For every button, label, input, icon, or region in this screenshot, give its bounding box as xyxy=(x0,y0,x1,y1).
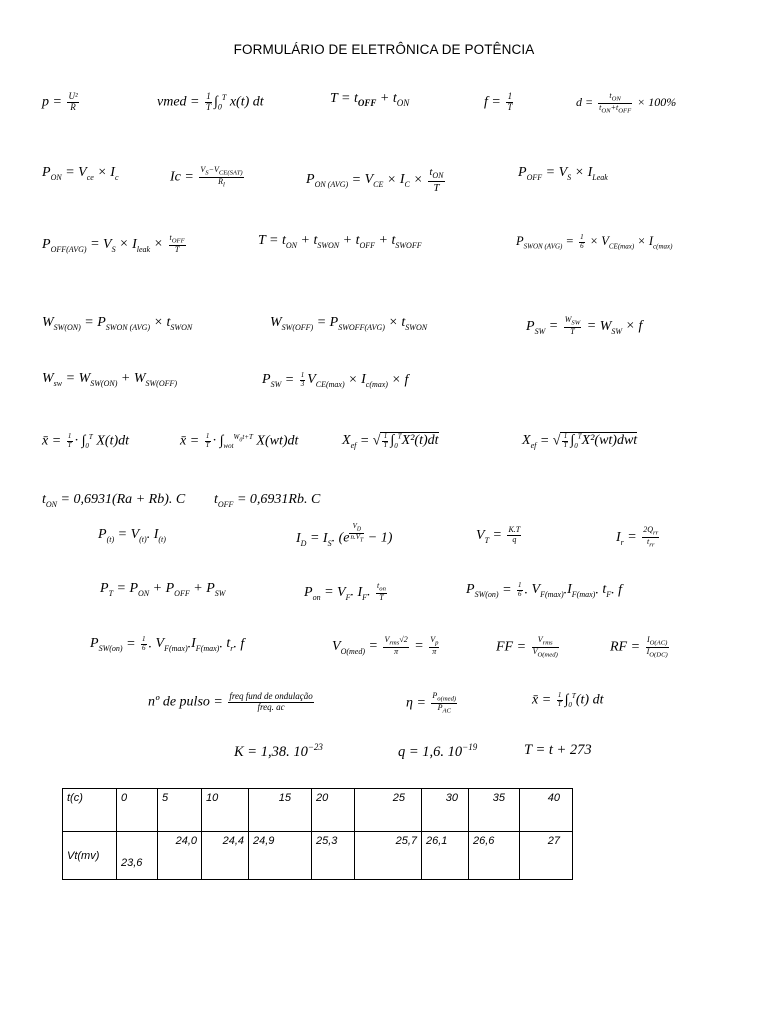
table-row-label: t(c) xyxy=(63,789,117,832)
formula-pulse-number: nº de pulso = freq fund de ondulação freq. ac xyxy=(148,691,313,712)
formula-ic: Ic = $V_S-V_{CE(SAT)}$ $R_l$ xyxy=(170,165,243,189)
formula-p-swon-avg: $P_{SWON (AVG)}$ = $\frac{1}{6}$ × $V_{CE(max)} \times I_{c(max)}$ xyxy=(516,233,673,251)
formula-p-sw: $P_{SW}$ = $W_{SW}$ T = $W_{SW} \times f$ xyxy=(526,315,643,336)
table-cell: 26,1 xyxy=(422,832,469,880)
table-cell: 10 xyxy=(202,789,249,832)
formula-total-power: $P_T = P_{ON} + P_{OFF} + P_{SW}$ xyxy=(100,581,226,598)
formula-t-on-555: $t_{ON} = 0,6931(Ra + Rb)$. C xyxy=(42,492,186,509)
formula-form-factor: FF = $V_{rms}$ $V_{O(med)}$ xyxy=(496,635,558,659)
table-row xyxy=(63,789,573,832)
table-cell: 25,3 xyxy=(312,832,355,880)
formula-electron-charge: q = 1,6. $10^{-19}$ xyxy=(398,742,478,760)
formula-rms-value-wt: $X_{ef}$ = √ $\frac{1}{T}$ $\int_0^TX^2(wt)dwt$ xyxy=(522,432,638,451)
formula-w-sw-off: $W_{SW(OFF)} = P_{SWOFF(AVG)} \times t_{SWON}$ xyxy=(270,315,428,332)
formula-reverse-current: $I_r$ = $2Q_{rr}$ $t_{rr}$ xyxy=(616,525,659,549)
formula-period-switching: $T = t_{ON} + t_{SWON} + t_{OFF} + t_{SWOFF}$ xyxy=(258,233,422,250)
formula-boltzmann: K = 1,38. $10^{-23}$ xyxy=(234,742,323,760)
table-cell: 30 xyxy=(422,789,469,832)
formula-rms-value: $X_{ef}$ = √ $\frac{1}{T}$ $\int_0^TX^2(t)dt$ xyxy=(342,432,439,451)
formula-efficiency: η = $P_{o(med)}$ $P_{AC}$ xyxy=(406,691,457,715)
formula-mean-value-wt: x̄ = $\frac{1}{T}$ · $\int_{wot}^{W_0t+T}$ X(wt)dt xyxy=(180,432,299,451)
table-cell: 24,9 xyxy=(249,832,312,880)
formula-period: $T = t_{OFF} + t_{ON}$ xyxy=(330,91,410,108)
temperature-voltage-table xyxy=(62,788,573,880)
formula-w-sw-total: $W_{sw} = W_{SW(ON)} + W_{SW(OFF)}$ xyxy=(42,371,178,388)
page-title: FORMULÁRIO DE ELETRÔNICA DE POTÊNCIA xyxy=(233,42,535,57)
formula-p-sw-on-tr: $P_{SW(on)}$ = $\frac{1}{6}$ . $V_{F(max)}.I_{F(max)}$. $t_r$. f xyxy=(90,635,245,654)
formula-vmed: vmed = $\frac{1}{T}$ $\int_0^T$ x(t) dt xyxy=(157,91,264,112)
formula-p-on: $P_{ON} = V_{ce} \times I_c$ xyxy=(42,165,119,182)
table-cell: 25,7 xyxy=(355,832,422,880)
formula-power-u2-r: p = $\frac{\text{U²}}{R}$ xyxy=(42,91,78,112)
table-cell: 20 xyxy=(312,789,355,832)
table-cell: 5 xyxy=(158,789,202,832)
table-cell: 15 xyxy=(249,789,312,832)
table-cell: 24,0 xyxy=(158,832,202,880)
formula-p-off: $P_{OFF} = V_S \times I_{Leak}$ xyxy=(518,165,608,182)
formula-diode-current: $I_D = I_S$. (e $^{\frac{V_D}{n.V_T}}$ − 1) xyxy=(296,522,393,548)
formula-duty-cycle: d = $t_{ON}$ $t_{ON}+t_{OFF}$ × 100% xyxy=(576,91,677,115)
table-cell: 40 xyxy=(520,789,573,832)
formula-kelvin: T = t + 273 xyxy=(524,742,592,758)
table-cell: 27 xyxy=(520,832,573,880)
formula-p-sw-third: $P_{SW}$ = $\frac{1}{3}$ $V_{CE(max)} \times I_{c(max)} \times f$ xyxy=(262,371,409,390)
formula-mean-value: x̄ = $\frac{1}{T}$ · $\int_0^T$ X(t)dt xyxy=(42,432,130,451)
formula-p-off-avg: $P_{OFF(AVG)} = V_S \times I_{leak}$ × $t_{OFF}$ T xyxy=(42,233,185,254)
formula-w-sw-on: $W_{SW(ON)} = P_{SWON (AVG)} \times t_{SWON}$ xyxy=(42,315,193,332)
formula-p-on-diode: $P_{on} = V_F$. $I_F$. $t_{on}$ T xyxy=(304,581,386,602)
table-cell: 0 xyxy=(117,789,158,832)
table-row xyxy=(63,832,573,880)
formula-vo-med: $V_{O(med)}$ = $V_{rms}√2$ π = $\frac{V_p}{\pi}$ xyxy=(332,635,439,656)
table-cell: 26,6 xyxy=(469,832,520,880)
table-row-label: Vt(mv) xyxy=(63,832,117,880)
formula-ripple-factor: RF = $\frac{I_{O(AC)}}{I_{O(DC)}}$ xyxy=(610,635,668,659)
formula-frequency: f = $\frac{1}{T}$ xyxy=(484,91,513,112)
formula-p-sw-on-tf: $P_{SW(on)}$ = $\frac{1}{6}$ . $V_{F(max)}.I_{F(max)}$. $t_F$. f xyxy=(466,581,623,600)
formula-mean-simple: x̄ = $\frac{1}{T}$ $\int_0^T(t)$ dt xyxy=(532,691,604,710)
formula-instant-power: $P_{(t)} = V_{(t)}$. $I_{(t)}$ xyxy=(98,527,166,544)
formula-t-off-555: $t_{OFF} = 0,6931Rb$. C xyxy=(214,492,321,509)
table-cell: 24,4 xyxy=(202,832,249,880)
formula-p-on-avg: $P_{ON (AVG)} = V_{CE} \times I_C$ × $t_{ON}$ T xyxy=(306,166,444,194)
table-cell: 25 xyxy=(355,789,422,832)
table-cell: 23,6 xyxy=(117,832,158,880)
table-cell: 35 xyxy=(469,789,520,832)
formula-thermal-voltage: $V_T$ = $\frac{K.T}{q}$ xyxy=(476,525,521,545)
